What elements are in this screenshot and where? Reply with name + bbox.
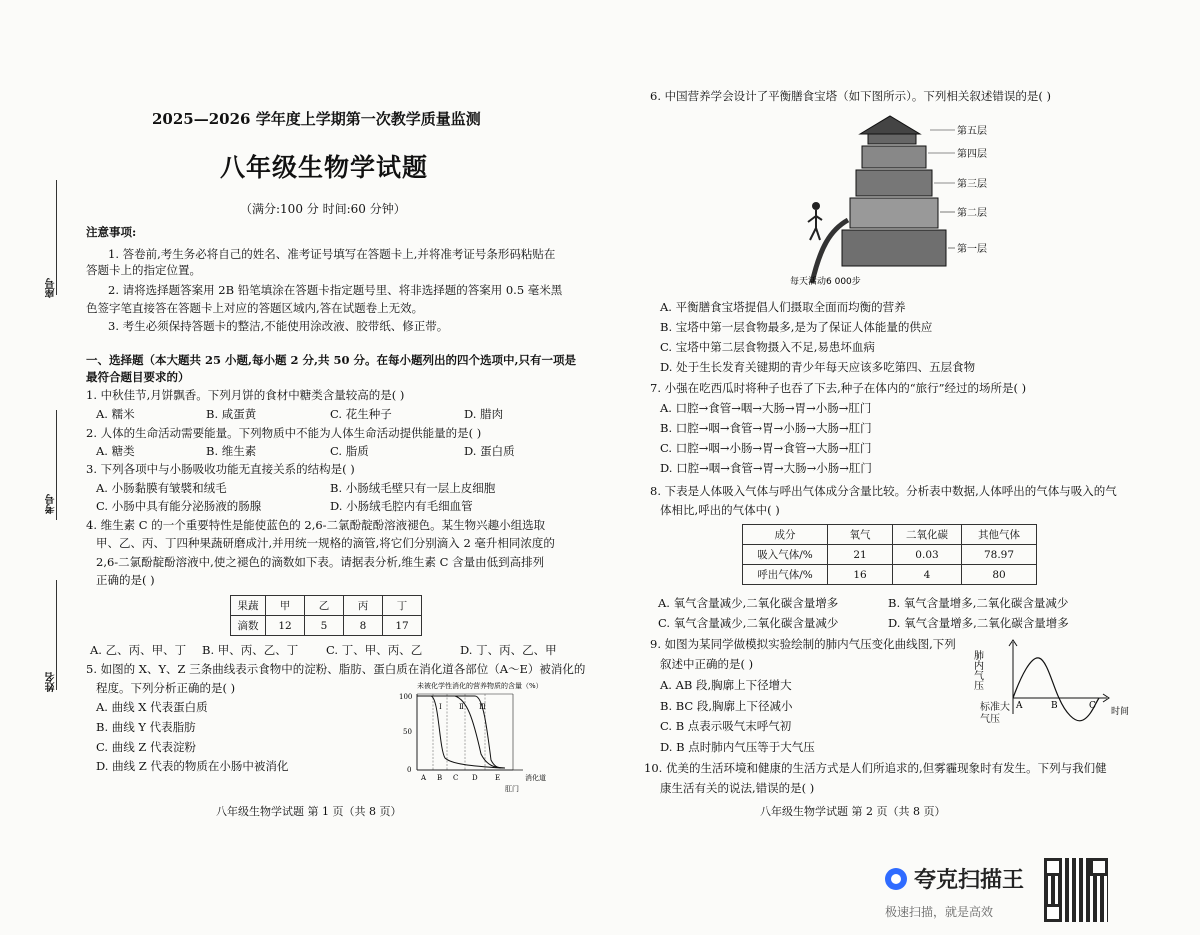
pyramid-layer-5 [868,134,916,144]
option: C. 丁、甲、丙、乙 [326,643,423,657]
table-cell: 21 [828,545,893,565]
point-label: C [1089,701,1096,711]
question-stem: 6. 中国营养学会设计了平衡膳食宝塔（如下图所示）。下列相关叙述错误的是( ) [650,89,1052,103]
runner-figure [808,210,822,240]
question-stem: 7. 小强在吃西瓜时将种子也吞了下去,种子在体内的“旅行”经过的场所是( ) [650,381,1027,395]
table-row [231,616,422,636]
table-cell: 80 [962,565,1037,585]
option: B. 口腔→咽→食管→胃→小肠→大肠→肛门 [660,421,872,435]
option: B. 甲、丙、乙、丁 [202,643,299,657]
table-cell: 吸入气体/% [743,545,828,565]
option: A. 乙、丙、甲、丁 [90,643,187,657]
notice-item: 3. 考生必须保持答题卡的整洁,不能使用涂改液、胶带纸、修正带。 [108,319,449,333]
point-label: B [1051,701,1058,711]
question-stem: 8. 下表是人体吸入气体与呼出气体成分含量比较。分析表中数据,人体呼出的气体与吸入的气 [650,484,1117,498]
baseline-label: 标准大气压 [980,702,1010,725]
table-cell: 12 [266,616,305,636]
option: A. 口腔→食管→咽→大肠→胃→小肠→肛门 [660,401,872,415]
option: C. 脂质 [330,444,369,458]
table-cell: 呼出气体/% [743,565,828,585]
scanner-logo-inner [891,874,901,884]
x-tick-label: D [472,774,478,782]
figure-title: 未被化学性消化的营养物质的含量（%） [417,682,543,690]
x-tick-label: E [495,774,501,782]
qr-code-icon [1044,858,1108,922]
option: D. 蛋白质 [464,444,515,458]
option: C. B 点表示吸气末呼气初 [660,719,792,733]
question-stem: 5. 如图的 X、Y、Z 三条曲线表示食物中的淀粉、脂肪、蛋白质在消化道各部位（A～E）被消化的 [86,662,586,676]
table-cell: 果蔬 [231,596,266,616]
section-heading: 一、选择题（本大题共 25 小题,每小题 2 分,共 50 分。在每小题列出的四个选项中,只有一项是 [86,353,577,367]
layer-label: 第五层 [957,126,987,137]
option: D. 腊肉 [464,407,504,421]
layer-label: 第一层 [957,244,987,255]
curve-label: Ⅱ [459,703,464,711]
page-footer: 八年级生物学试题 第 1 页（共 8 页） [216,805,402,818]
notice-heading: 注意事项: [86,225,137,239]
pyramid-layer-3 [856,170,932,196]
runner-head [812,202,820,210]
notice-item: 2. 请将选择题答案用 2B 铅笔填涂在答题卡指定题号里、将非选择题的答案用 0.5 毫米黑 [108,283,563,297]
question-stem: 10. 优美的生活环境和健康的生活方式是人们所追求的,但雾霾现象时有发生。下列与我们健 [644,761,1107,775]
option: A. 小肠黏膜有皱襞和绒毛 [96,481,227,495]
question-stem: 3. 下列各项中与小肠吸收功能无直接关系的结构是( ) [86,462,355,476]
name-label: 姓名 [46,672,57,692]
question-stem: 2,6-二氯酚靛酚溶液中,使之褪色的滴数如下表。请据表分析,维生素 C 含量由低到高排列 [96,555,545,569]
notice-item: 色签字笔直接答在答题卡上对应的答题区域内,答在试题卷上无效。 [86,301,424,315]
option: A. 糖类 [96,444,135,458]
pressure-curve [1013,658,1099,721]
table-cell: 乙 [305,596,344,616]
option: C. 宝塔中第二层食物摄入不足,易患坏血病 [660,340,875,354]
table-row [231,596,422,616]
y-axis-label: 肺内气压 [971,650,983,690]
option: D. B 点时肺内气压等于大气压 [660,740,815,754]
table-cell: 0.03 [893,545,962,565]
seat-number-label: 座号 [46,278,57,298]
question-stem: 体相比,呼出的气体中( ) [660,503,780,517]
option: B. 维生素 [206,444,257,458]
y-tick-label: 0 [407,766,412,774]
option: A. 氧气含量减少,二氧化碳含量增多 [658,596,839,610]
data-table [230,595,422,636]
pyramid-layer-2 [850,198,938,228]
question-stem: 康生活有关的说法,错误的是( ) [660,781,815,795]
table-cell: 17 [383,616,422,636]
x-axis-label: 时间 [1111,707,1130,717]
section-heading: 最符合题目要求的） [86,370,190,384]
table-cell: 滴数 [231,616,266,636]
qr-finder [1090,858,1108,876]
x-tick-label: C [453,774,459,782]
option: D. 口腔→咽→食管→胃→大肠→小肠→肛门 [660,461,872,475]
figure-caption: 每天活动6 000步 [790,277,861,287]
page-title: 八年级生物学试题 [220,153,429,182]
table-row [743,545,1037,565]
y-tick-label: 100 [399,693,413,701]
x-tick-label: A [421,774,427,782]
option: C. 口腔→咽→小肠→胃→食管→大肠→肛门 [660,441,872,455]
question-stem: 程度。下列分析正确的是( ) [96,681,236,695]
question-stem: 甲、乙、丙、丁四种果蔬研磨成汁,并用统一规格的滴管,将它们分别滴入 2 毫升相同浓度的 [96,536,555,550]
x-tick-label: B [437,774,443,782]
table-cell: 二氧化碳 [893,525,962,545]
table-row [743,525,1037,545]
option: D. 氧气含量增多,二氧化碳含量增多 [888,616,1069,630]
option: B. 曲线 Y 代表脂肪 [96,720,196,734]
option: C. 曲线 Z 代表淀粉 [96,740,197,754]
gas-table [742,524,1037,585]
option: A. 曲线 X 代表蛋白质 [96,700,208,714]
option: C. 小肠中具有能分泌肠液的肠腺 [96,499,262,513]
qr-finder [1044,904,1062,922]
option: A. 糯米 [96,407,135,421]
question-stem: 4. 维生素 C 的一个重要特性是能使蓝色的 2,6-二氯酚靛酚溶液褪色。某生物兴趣小组选取 [86,518,546,532]
scanner-brand: 夸克扫描王 [914,868,1025,893]
option: B. 咸蛋黄 [206,407,257,421]
digestion-curve-figure [395,678,575,796]
option: B. BC 段,胸廓上下径减小 [660,699,793,713]
exam-title-line: 2025—2026 学年度上学期第一次教学质量监测 [152,110,481,128]
option: B. 氧气含量增多,二氧化碳含量减少 [888,596,1069,610]
table-cell: 成分 [743,525,828,545]
point-label: A [1016,701,1023,711]
qr-finder [1044,858,1062,876]
table-cell: 其他气体 [962,525,1037,545]
anus-label: 肛门 [505,785,519,793]
option: D. 小肠绒毛腔内有毛细血管 [330,499,473,513]
scanner-logo-icon [885,868,907,890]
notice-item: 1. 答卷前,考生务必将自己的姓名、准考证号填写在答题卡上,并将准考证号条形码粘贴在 [108,247,556,261]
option: D. 曲线 Z 代表的物质在小肠中被消化 [96,759,289,773]
layer-label: 第二层 [957,208,987,219]
option: C. 氧气含量减少,二氧化碳含量减少 [658,616,839,630]
table-row [743,565,1037,585]
pyramid-roof [860,116,920,134]
question-stem: 叙述中正确的是( ) [660,657,754,671]
table-cell: 78.97 [962,545,1037,565]
option: B. 宝塔中第一层食物最多,是为了保证人体能量的供应 [660,320,933,334]
option: B. 小肠绒毛壁只有一层上皮细胞 [330,481,496,495]
table-cell: 甲 [266,596,305,616]
option: A. AB 段,胸廓上下径增大 [660,678,792,692]
curve-label: Ⅲ [479,703,486,711]
exam-meta: （满分:100 分 时间:60 分钟） [240,202,406,216]
layer-label: 第四层 [957,149,987,160]
option: D. 处于生长发育关键期的青少年每天应该多吃第四、五层食物 [660,360,976,374]
question-stem: 1. 中秋佳节,月饼飘香。下列月饼的食材中糖类含量较高的是( ) [86,388,405,402]
question-stem: 2. 人体的生命活动需要能量。下列物质中不能为人体生命活动提供能量的是( ) [86,426,482,440]
notice-item: 答题卡上的指定位置。 [86,263,201,277]
y-tick-label: 50 [403,728,412,736]
pyramid-layer-1 [842,230,946,266]
scanner-slogan: 极速扫描，就是高效 [885,905,994,919]
table-cell: 8 [344,616,383,636]
table-cell: 4 [893,565,962,585]
table-cell: 16 [828,565,893,585]
curve-label: Ⅰ [439,703,442,711]
pyramid-layer-4 [862,146,926,168]
option: A. 平衡膳食宝塔提倡人们摄取全面而均衡的营养 [660,300,906,314]
option: D. 丁、丙、乙、甲 [460,643,557,657]
table-cell: 丙 [344,596,383,616]
x-axis-label: 消化道 [525,774,546,782]
food-pyramid-figure [790,108,1020,288]
layer-label: 第三层 [957,179,987,190]
exam-number-label: 考号 [46,494,57,514]
table-cell: 5 [305,616,344,636]
question-stem: 9. 如图为某同学做模拟实验绘制的肺内气压变化曲线图,下列 [650,637,956,651]
question-stem: 正确的是( ) [96,573,155,587]
page-footer: 八年级生物学试题 第 2 页（共 8 页） [760,805,946,818]
option: C. 花生种子 [330,407,392,421]
table-cell: 丁 [383,596,422,616]
table-cell: 氧气 [828,525,893,545]
